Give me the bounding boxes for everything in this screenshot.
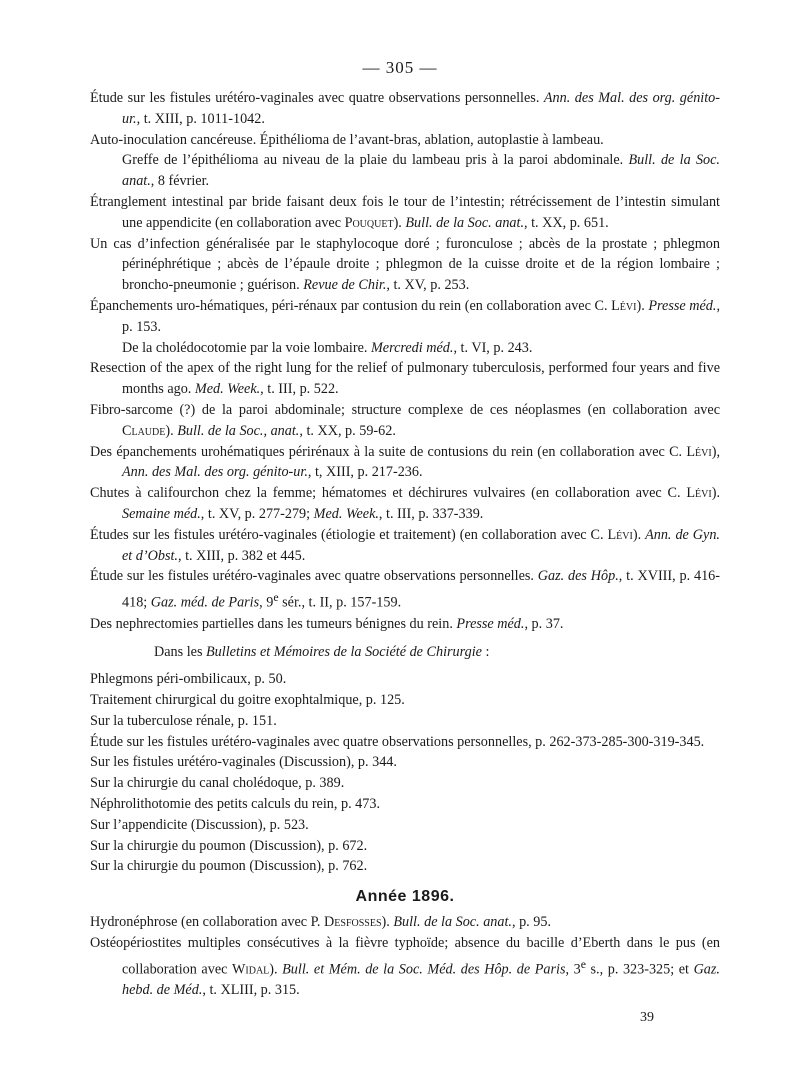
bibliography-entry: Hydronéphrose (en collaboration avec P. Desfosses). Bull. de la Soc. anat., p. 95.: [90, 914, 551, 931]
bibliography-entry: Resection of the apex of the right lung for the relief of pulmonary tuberculosis, performed four years and five months ago. Med. Week., t. III, p. 522.: [90, 360, 720, 398]
folio: 39: [640, 1010, 654, 1025]
bibliography-entry: Épanchements uro-hématiques, péri-rénaux par contusion du rein (en collaboration avec C. Lévi). Presse méd., p. 153.: [90, 297, 720, 335]
bibliography-entry: Fibro-sarcome (?) de la paroi abdominale; structure complexe de ces néoplasmes (en collaboration avec Claude). Bull. de la Soc., anat., t. XX, p. 59-62.: [90, 401, 720, 439]
bibliography-entry: Des épanchements urohématiques périrénaux à la suite de contusions du rein (en collaboration avec C. Lévi), Ann. des Mal. des org. génito-ur., t, XIII, p. 217-236.: [90, 443, 720, 481]
bibliography-entry: Greffe de l’épithélioma au niveau de la plaie du lambeau pris à la paroi abdominale. Bull. de la Soc. anat., 8 février.: [122, 152, 720, 190]
bibliography-entry: Chutes à califourchon chez la femme; hématomes et déchirures vulvaires (en collaboration avec C. Lévi). Semaine méd., t. XV, p. 277-279; Med. Week., t. III, p. 337-339.: [90, 485, 720, 522]
bibliography-entry: Sur la chirurgie du canal cholédoque, p. 389.: [90, 775, 345, 792]
bibliography-entry: Sur l’appendicite (Discussion), p. 523.: [90, 816, 309, 833]
bibliography-entry: Étude sur les fistules urétéro-vaginales avec quatre observations personnelles. Gaz. des Hôp., t. XVIII, p. 416-418; Gaz. méd. de Paris, 9e sér., t. II, p. 157-159.: [90, 568, 720, 611]
bibliography-entry: Un cas d’infection généralisée par le staphylocoque doré ; furonculose ; abcès de la prostate ; phlegmon périnéphrétique ; abcès de l’épaule droite ; phlegmon de la cuisse droite et de la région lombaire ; broncho-pneumonie ; guérison. Revue de Chir., t. XV, p. 253.: [90, 235, 720, 294]
bibliography-entry: Études sur les fistules urétéro-vaginales (étiologie et traitement) (en collaboration avec C. Lévi). Ann. de Gyn. et d’Obst., t. XIII, p. 382 et 445.: [90, 526, 720, 564]
bibliography-entry: Sur la tuberculose rénale, p. 151.: [90, 712, 277, 729]
bibliography-entry: Sur la chirurgie du poumon (Discussion), p. 762.: [90, 858, 368, 875]
bibliography-entry: Étude sur les fistules urétéro-vaginales avec quatre observations personnelles, p. 262-373-285-300-319-345.: [90, 733, 705, 750]
bibliography-entry: De la cholédocotomie par la voie lombaire. Mercredi méd., t. VI, p. 243.: [122, 339, 533, 356]
bibliography-entry: Ostéopériostites multiples consécutives à la fièvre typhoïde; absence du bacille d’Eberth dans le pus (en collaboration avec Widal). Bull. et Mém. de la Soc. Méd. des Hôp. de Paris, 3e s., p. 323-325; et Gaz. hebd. de Méd., t. XLIII, p. 315.: [90, 934, 720, 999]
page-number: — 305 —: [362, 58, 438, 77]
bibliography: [90, 88, 720, 1001]
entries-chirurgie: [90, 669, 720, 877]
bibliography-entry: Sur la chirurgie du poumon (Discussion), p. 672.: [90, 837, 368, 854]
bibliography-entry: Traitement chirurgical du goitre exophtalmique, p. 125.: [90, 692, 405, 709]
section-subheading: Dans les Bulletins et Mémoires de la Société de Chirurgie :: [154, 644, 490, 661]
entries-1896: [90, 912, 720, 1001]
bibliography-entry: Étranglement intestinal par bride faisant deux fois le tour de l’intestin; rétrécissement de l’intestin simulant une appendicite (en collaboration avec Pouquet). Bull. de la Soc. anat., t. XX, p. 651.: [90, 193, 720, 231]
year-heading: Année 1896.: [355, 888, 455, 906]
bibliography-entry: Phlegmons péri-ombilicaux, p. 50.: [90, 671, 287, 688]
bibliography-entry: Étude sur les fistules urétéro-vaginales avec quatre observations personnelles. Ann. des Mal. des org. génito-ur., t. XIII, p. 1011-1042.: [90, 90, 720, 127]
bibliography-entry: Néphrolithotomie des petits calculs du rein, p. 473.: [90, 796, 380, 813]
bibliography-entry: Des nephrectomies partielles dans les tumeurs bénignes du rein. Presse méd., p. 37.: [90, 615, 564, 632]
entries-1895: [90, 88, 720, 634]
bibliography-entry: Sur les fistules urétéro-vaginales (Discussion), p. 344.: [90, 754, 397, 771]
bibliography-entry: Auto-inoculation cancéreuse. Épithélioma de l’avant-bras, ablation, autoplastie à lambeau.: [90, 131, 604, 148]
